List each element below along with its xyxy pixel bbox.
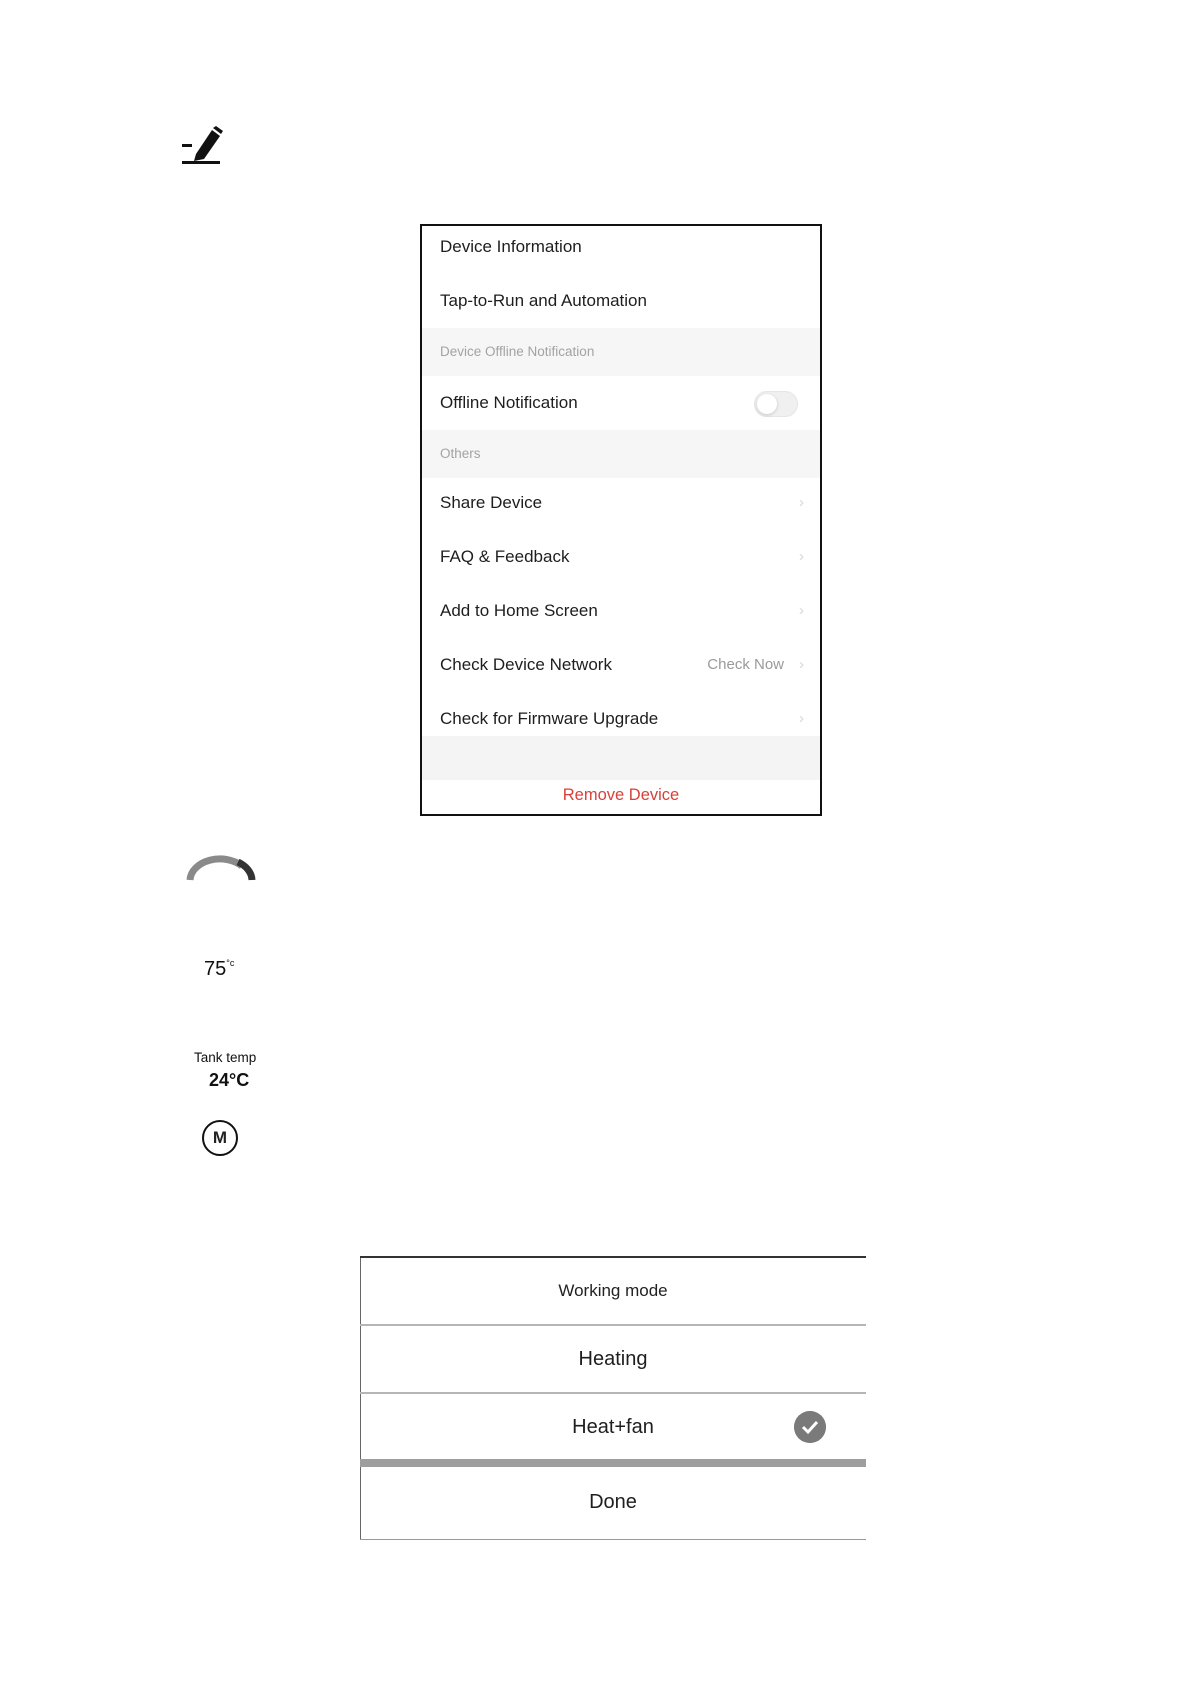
check-network-row[interactable] xyxy=(422,638,820,692)
firmware-upgrade-label: Check for Firmware Upgrade xyxy=(440,709,659,728)
gauge-icon xyxy=(186,852,256,882)
tank-temp-label: Tank temp xyxy=(194,1050,257,1065)
offline-notification-row xyxy=(422,376,820,430)
toggle-knob xyxy=(757,394,777,414)
tank-temp-value: 24°C xyxy=(209,1070,250,1090)
working-mode-picker xyxy=(360,1256,866,1540)
others-section-header xyxy=(422,430,820,478)
setpoint-unit: °c xyxy=(226,958,235,968)
edit-icon xyxy=(182,126,228,166)
share-device-row[interactable] xyxy=(422,476,820,530)
setpoint-value: 75 xyxy=(204,958,227,980)
check-network-label: Check Device Network xyxy=(440,655,612,674)
faq-feedback-row[interactable] xyxy=(422,530,820,584)
mode-icon: M xyxy=(202,1120,238,1156)
offline-section-label: Device Offline Notification xyxy=(440,344,595,359)
chevron-right-icon: › xyxy=(799,602,804,619)
option-heat-fan[interactable]: Heat+fan xyxy=(572,1416,654,1438)
picker-title: Working mode xyxy=(558,1281,668,1300)
add-home-screen-label: Add to Home Screen xyxy=(440,601,598,620)
chevron-right-icon: › xyxy=(799,656,804,673)
tap-to-run-label: Tap-to-Run and Automation xyxy=(440,291,647,310)
device-information-row[interactable] xyxy=(422,224,820,274)
tap-to-run-row[interactable] xyxy=(422,274,820,328)
others-section-label: Others xyxy=(440,446,481,461)
offline-section-header xyxy=(422,328,820,376)
faq-feedback-label: FAQ & Feedback xyxy=(440,547,570,566)
chevron-right-icon: › xyxy=(799,494,804,511)
checkmark-icon xyxy=(794,1411,826,1443)
add-home-screen-row[interactable] xyxy=(422,584,820,638)
divider xyxy=(360,1539,866,1540)
chevron-right-icon: › xyxy=(799,710,804,727)
device-information-label: Device Information xyxy=(440,237,582,256)
done-button[interactable]: Done xyxy=(589,1491,637,1513)
device-settings-panel xyxy=(420,224,822,816)
section-gap xyxy=(422,736,820,780)
offline-notification-label: Offline Notification xyxy=(440,393,578,412)
option-heating[interactable]: Heating xyxy=(578,1348,648,1370)
offline-notification-toggle[interactable] xyxy=(754,391,798,417)
share-device-label: Share Device xyxy=(440,493,543,512)
temperature-setpoint xyxy=(204,958,234,981)
chevron-right-icon: › xyxy=(799,548,804,565)
divider xyxy=(360,1459,866,1467)
remove-device-button[interactable]: Remove Device xyxy=(562,786,680,804)
check-now-link[interactable]: Check Now xyxy=(707,656,784,673)
